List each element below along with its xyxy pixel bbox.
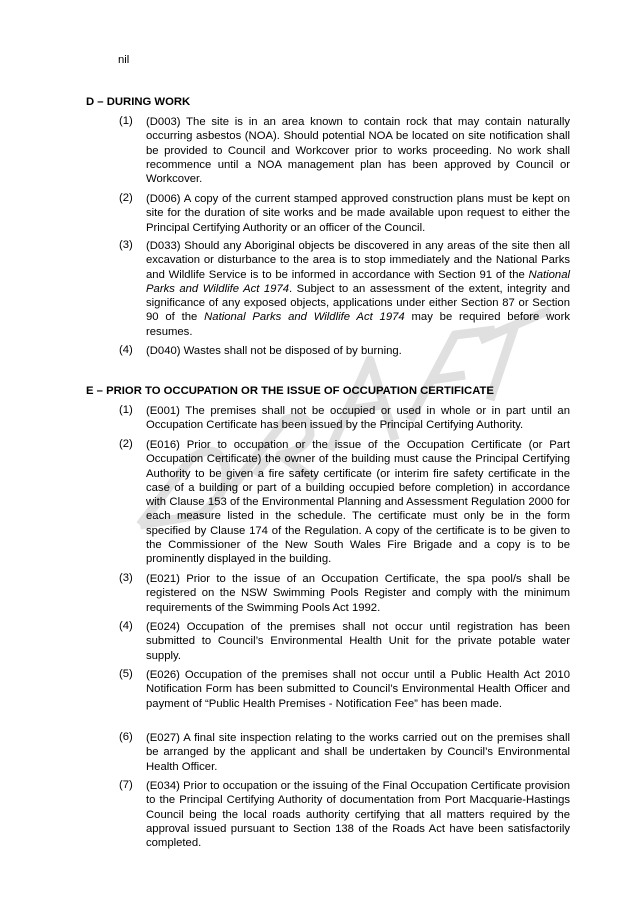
item-number: (2) <box>119 438 133 450</box>
nil-text: nil <box>118 54 130 66</box>
act-title-italic: National Parks and Wildlife Act 1974 <box>146 268 570 295</box>
list-item <box>119 438 570 567</box>
section-d-heading: D – DURING WORK <box>86 96 191 108</box>
item-number: (5) <box>119 668 133 680</box>
item-text: (E026) Occupation of the premises shall not occur until a Public Health Act 2010 Notification Form has been submitted to Council’s Environmental Health Officer and payment of “Public Health Premises - Notification Fee” has been made. <box>146 669 570 710</box>
item-text: (E024) Occupation of the premises shall not occur until registration has been submitted to Council’s Environmental Health Unit for the private potable water supply. <box>146 621 570 662</box>
item-number: (3) <box>119 239 133 251</box>
item-number: (6) <box>119 731 133 743</box>
item-text: (D006) A copy of the current stamped approved construction plans must be kept on site for the duration of site works and be made available upon request to either the Principal Certifying Authority or an officer of the Council. <box>146 193 570 234</box>
list-item <box>119 192 570 235</box>
item-number: (1) <box>119 404 133 416</box>
item-number: (4) <box>119 344 133 356</box>
item-text: (E034) Prior to occupation or the issuing of the Final Occupation Certificate provision to the Principal Certifying Authority of documentation from Port Macquarie-Hastings Council being the local roads authority certifying that all matters required by the approval issued pursuant to Section 138 of the Roads Act have been satisfactorily completed. <box>146 780 570 850</box>
item-number: (1) <box>119 115 133 127</box>
list-item <box>119 731 570 774</box>
item-text: (E027) A final site inspection relating to the works carried out on the premises shall be arranged by the applicant and shall be undertaken by Council’s Environmental Health Officer. <box>146 732 570 773</box>
list-item <box>119 668 570 711</box>
list-item <box>119 620 570 663</box>
item-number: (3) <box>119 572 133 584</box>
list-item <box>119 115 570 186</box>
list-item <box>119 572 570 615</box>
act-title-italic: National Parks and Wildlife Act 1974 <box>204 311 405 324</box>
item-text: (D040) Wastes shall not be disposed of by burning. <box>146 345 402 357</box>
list-item <box>119 239 570 339</box>
item-number: (7) <box>119 779 133 791</box>
list-item <box>119 779 570 850</box>
item-text: (E021) Prior to the issue of an Occupation Certificate, the spa pool/s shall be registered on the NSW Swimming Pools Register and comply with the minimum requirements of the Swimming Pools Act 1992. <box>146 573 570 614</box>
item-text: (D033) Should any Aboriginal objects be discovered in any areas of the site then all excavation or disturbance to the area is to stop immediately and the National Parks and Wildlife Service is to be informed in accordance with Section 91 of the National Parks and Wildlife Act 1974. Subject to an assessment of the extent, integrity and significance of any exposed objects, applications under either Section 87 or Section 90 of the National Parks and Wildlife Act 1974 may be required before work resumes. <box>146 240 570 338</box>
item-text: (E001) The premises shall not be occupied or used in whole or in part until an Occupation Certificate has been issued by the Principal Certifying Authority. <box>146 405 570 432</box>
list-item <box>119 404 570 433</box>
item-text: (E016) Prior to occupation or the issue of the Occupation Certificate (or Part Occupation Certificate) the owner of the building must cause the Principal Certifying Authority to be given a fire safety certificate (or interim fire safety certificate in the case of a building or part of a building occupied before completion) in accordance with Clause 153 of the Environmental Planning and Assessment Regulation 2000 for each measure listed in the schedule. The certificate must only be in the form specified by Clause 174 of the Regulation. A copy of the certificate is to be given to the Commissioner of the New South Wales Fire Brigade and a copy is to be prominently displayed in the building. <box>146 439 570 566</box>
list-item <box>119 344 570 358</box>
item-number: (4) <box>119 620 133 632</box>
section-e-heading: E – PRIOR TO OCCUPATION OR THE ISSUE OF OCCUPATION CERTIFICATE <box>86 385 494 397</box>
item-number: (2) <box>119 192 133 204</box>
item-text: (D003) The site is in an area known to contain rock that may contain naturally occurring asbestos (NOA). Should potential NOA be located on site notification shall be provided to Council and Workcover prior to works proceeding. No work shall recommence until a NOA management plan has been approved by Council or Workcover. <box>146 116 570 186</box>
